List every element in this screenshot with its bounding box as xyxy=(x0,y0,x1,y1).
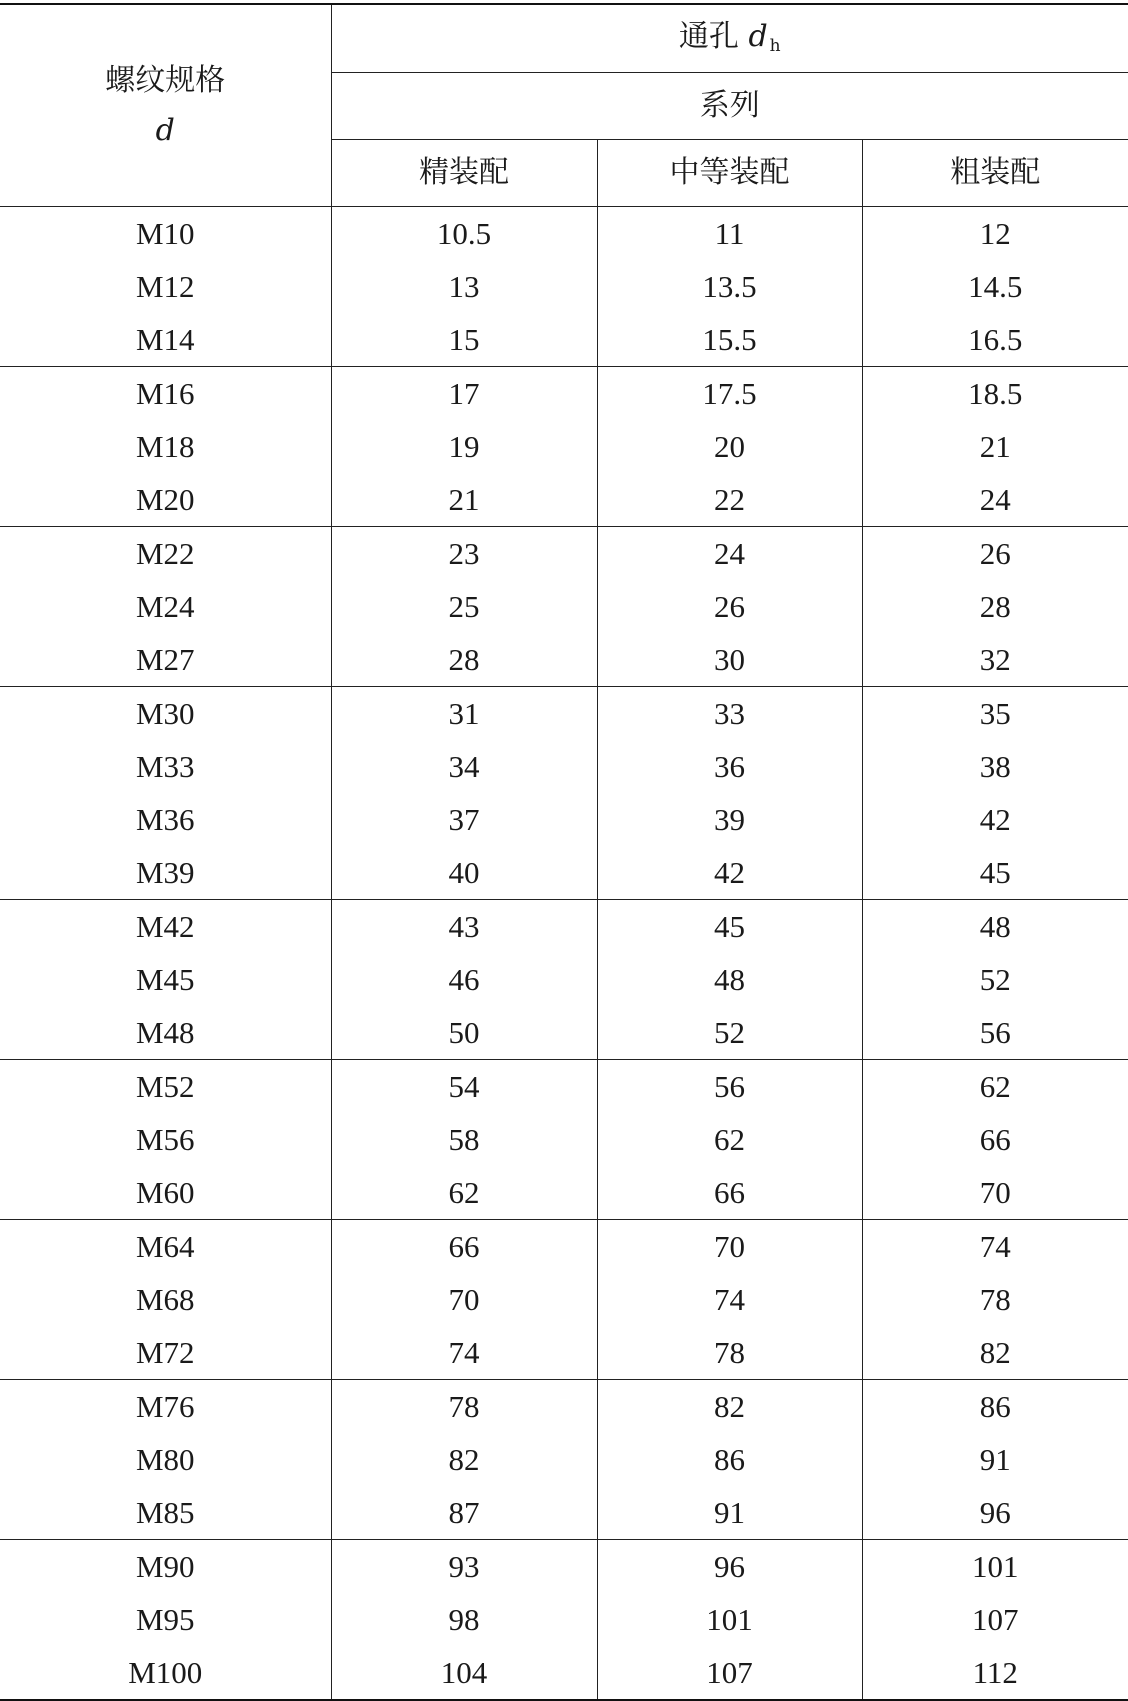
thread-size-cell: M60 xyxy=(135,1175,195,1210)
thread-size-cell: M95 xyxy=(135,1602,195,1637)
table-row xyxy=(0,1593,1128,1646)
thread-size-cell: M22 xyxy=(0,527,331,581)
fine-fit-cell: 40 xyxy=(331,846,597,900)
medium-fit-cell: 13.5 xyxy=(597,260,862,313)
coarse-fit-cell: 12 xyxy=(862,207,1128,261)
medium-fit-cell: 45 xyxy=(597,900,862,954)
through-hole-subscript: h xyxy=(769,36,781,56)
coarse-fit-header: 粗装配 xyxy=(862,140,1128,207)
coarse-fit-cell: 45 xyxy=(862,846,1128,900)
coarse-fit-cell: 32 xyxy=(862,633,1128,687)
through-hole-header xyxy=(331,4,1128,73)
fine-fit-cell: 87 xyxy=(331,1486,597,1540)
thread-size-cell: M64 xyxy=(0,1220,331,1274)
medium-fit-cell: 36 xyxy=(597,740,862,793)
table-row xyxy=(0,687,1128,741)
fine-fit-cell: 17 xyxy=(331,367,597,421)
medium-fit-cell: 15.5 xyxy=(597,313,862,367)
table-row xyxy=(0,900,1128,954)
bolt-hole-table xyxy=(0,3,1128,1701)
table-row xyxy=(0,1433,1128,1486)
thread-size-cell: M30 xyxy=(0,687,331,741)
table-row xyxy=(0,1273,1128,1326)
thread-size-cell: M48 xyxy=(135,1015,195,1050)
fine-fit-cell: 50 xyxy=(331,1006,597,1060)
table-row xyxy=(0,846,1128,900)
thread-size-cell: M27 xyxy=(135,642,195,677)
coarse-fit-cell: 35 xyxy=(862,687,1128,741)
table-body xyxy=(0,207,1128,1701)
fine-fit-cell: 78 xyxy=(331,1380,597,1434)
coarse-fit-cell: 24 xyxy=(862,473,1128,527)
table-row xyxy=(0,420,1128,473)
through-hole-label: 通孔 xyxy=(678,19,739,54)
medium-fit-cell: 101 xyxy=(597,1593,862,1646)
fine-fit-cell: 37 xyxy=(331,793,597,846)
medium-fit-cell: 24 xyxy=(597,527,862,581)
medium-fit-cell: 74 xyxy=(597,1273,862,1326)
coarse-fit-cell: 82 xyxy=(862,1326,1128,1380)
fine-fit-cell: 10.5 xyxy=(331,207,597,261)
fine-fit-cell: 82 xyxy=(331,1433,597,1486)
thread-size-cell: M33 xyxy=(135,749,195,784)
thread-size-cell: M80 xyxy=(135,1442,195,1477)
fine-fit-cell: 62 xyxy=(331,1166,597,1220)
coarse-fit-cell: 112 xyxy=(862,1646,1128,1700)
coarse-fit-cell: 14.5 xyxy=(862,260,1128,313)
fine-fit-cell: 13 xyxy=(331,260,597,313)
table-row xyxy=(0,953,1128,1006)
fine-fit-cell: 70 xyxy=(331,1273,597,1326)
thread-size-cell: M45 xyxy=(135,962,195,997)
fine-fit-cell: 104 xyxy=(331,1646,597,1700)
medium-fit-cell: 56 xyxy=(597,1060,862,1114)
coarse-fit-cell: 21 xyxy=(862,420,1128,473)
coarse-fit-cell: 107 xyxy=(862,1593,1128,1646)
table-row xyxy=(0,313,1128,367)
table-row xyxy=(0,1113,1128,1166)
table-row xyxy=(0,473,1128,527)
fine-fit-header: 精装配 xyxy=(331,140,597,207)
table-row xyxy=(0,1006,1128,1060)
medium-fit-cell: 86 xyxy=(597,1433,862,1486)
fine-fit-cell: 54 xyxy=(331,1060,597,1114)
medium-fit-cell: 66 xyxy=(597,1166,862,1220)
table-row xyxy=(0,1220,1128,1274)
coarse-fit-cell: 86 xyxy=(862,1380,1128,1434)
fine-fit-cell: 66 xyxy=(331,1220,597,1274)
medium-fit-cell: 82 xyxy=(597,1380,862,1434)
medium-fit-cell: 52 xyxy=(597,1006,862,1060)
medium-fit-cell: 26 xyxy=(597,580,862,633)
fine-fit-cell: 74 xyxy=(331,1326,597,1380)
coarse-fit-cell: 78 xyxy=(862,1273,1128,1326)
medium-fit-cell: 62 xyxy=(597,1113,862,1166)
thread-size-cell: M18 xyxy=(135,429,195,464)
table-row xyxy=(0,633,1128,687)
coarse-fit-cell: 101 xyxy=(862,1540,1128,1594)
series-header: 系列 xyxy=(331,73,1128,140)
fine-fit-cell: 46 xyxy=(331,953,597,1006)
medium-fit-cell: 70 xyxy=(597,1220,862,1274)
coarse-fit-cell: 56 xyxy=(862,1006,1128,1060)
table-row xyxy=(0,1060,1128,1114)
coarse-fit-cell: 70 xyxy=(862,1166,1128,1220)
medium-fit-cell: 20 xyxy=(597,420,862,473)
coarse-fit-cell: 74 xyxy=(862,1220,1128,1274)
coarse-fit-cell: 66 xyxy=(862,1113,1128,1166)
fine-fit-cell: 23 xyxy=(331,527,597,581)
medium-fit-cell: 11 xyxy=(597,207,862,261)
coarse-fit-cell: 26 xyxy=(862,527,1128,581)
fine-fit-cell: 93 xyxy=(331,1540,597,1594)
table-row xyxy=(0,260,1128,313)
thread-spec-label: 螺纹规格 xyxy=(105,62,226,98)
coarse-fit-cell: 42 xyxy=(862,793,1128,846)
table-row xyxy=(0,1166,1128,1220)
thread-size-cell: M100 xyxy=(0,1646,331,1700)
table-row xyxy=(0,1380,1128,1434)
coarse-fit-cell: 48 xyxy=(862,900,1128,954)
fine-fit-cell: 58 xyxy=(331,1113,597,1166)
table-row xyxy=(0,207,1128,261)
table-row xyxy=(0,1326,1128,1380)
fine-fit-cell: 25 xyxy=(331,580,597,633)
coarse-fit-cell: 38 xyxy=(862,740,1128,793)
fine-fit-cell: 98 xyxy=(331,1593,597,1646)
thread-size-cell: M85 xyxy=(135,1495,195,1530)
thread-size-cell: M10 xyxy=(135,216,195,251)
thread-spec-header xyxy=(0,4,331,207)
table-row xyxy=(0,740,1128,793)
thread-size-cell: M90 xyxy=(0,1540,331,1594)
medium-fit-cell: 33 xyxy=(597,687,862,741)
coarse-fit-cell: 28 xyxy=(862,580,1128,633)
thread-size-cell: M24 xyxy=(135,589,195,624)
medium-fit-cell: 107 xyxy=(597,1646,862,1700)
thread-size-cell: M52 xyxy=(0,1060,331,1114)
medium-fit-cell: 91 xyxy=(597,1486,862,1540)
table-row xyxy=(0,1646,1128,1700)
medium-fit-cell: 96 xyxy=(597,1540,862,1594)
medium-fit-header: 中等装配 xyxy=(597,140,862,207)
table-row xyxy=(0,527,1128,581)
fine-fit-cell: 43 xyxy=(331,900,597,954)
thread-size-cell: M14 xyxy=(135,322,195,357)
medium-fit-cell: 42 xyxy=(597,846,862,900)
coarse-fit-cell: 91 xyxy=(862,1433,1128,1486)
coarse-fit-cell: 52 xyxy=(862,953,1128,1006)
fine-fit-cell: 34 xyxy=(331,740,597,793)
medium-fit-cell: 22 xyxy=(597,473,862,527)
coarse-fit-cell: 96 xyxy=(862,1486,1128,1540)
coarse-fit-cell: 18.5 xyxy=(862,367,1128,421)
fine-fit-cell: 15 xyxy=(331,313,597,367)
thread-size-cell: M16 xyxy=(0,367,331,421)
thread-size-cell: M36 xyxy=(135,802,195,837)
thread-size-cell: M68 xyxy=(135,1282,195,1317)
thread-size-cell: M12 xyxy=(135,269,195,304)
fine-fit-cell: 19 xyxy=(331,420,597,473)
table-row xyxy=(0,1540,1128,1594)
table-row xyxy=(0,793,1128,846)
medium-fit-cell: 39 xyxy=(597,793,862,846)
thread-size-cell: M42 xyxy=(0,900,331,954)
medium-fit-cell: 78 xyxy=(597,1326,862,1380)
coarse-fit-cell: 62 xyxy=(862,1060,1128,1114)
fine-fit-cell: 31 xyxy=(331,687,597,741)
fine-fit-cell: 28 xyxy=(331,633,597,687)
coarse-fit-cell: 16.5 xyxy=(862,313,1128,367)
thread-size-cell: M39 xyxy=(135,855,195,890)
thread-size-cell: M72 xyxy=(135,1335,195,1370)
thread-spec-symbol: d xyxy=(155,112,175,148)
medium-fit-cell: 30 xyxy=(597,633,862,687)
table-row xyxy=(0,367,1128,421)
thread-size-cell: M20 xyxy=(135,482,195,517)
thread-size-cell: M76 xyxy=(0,1380,331,1434)
medium-fit-cell: 48 xyxy=(597,953,862,1006)
medium-fit-cell: 17.5 xyxy=(597,367,862,421)
fine-fit-cell: 21 xyxy=(331,473,597,527)
thread-size-cell: M56 xyxy=(135,1122,195,1157)
table-row xyxy=(0,1486,1128,1540)
through-hole-symbol: d xyxy=(748,19,768,54)
table-row xyxy=(0,580,1128,633)
